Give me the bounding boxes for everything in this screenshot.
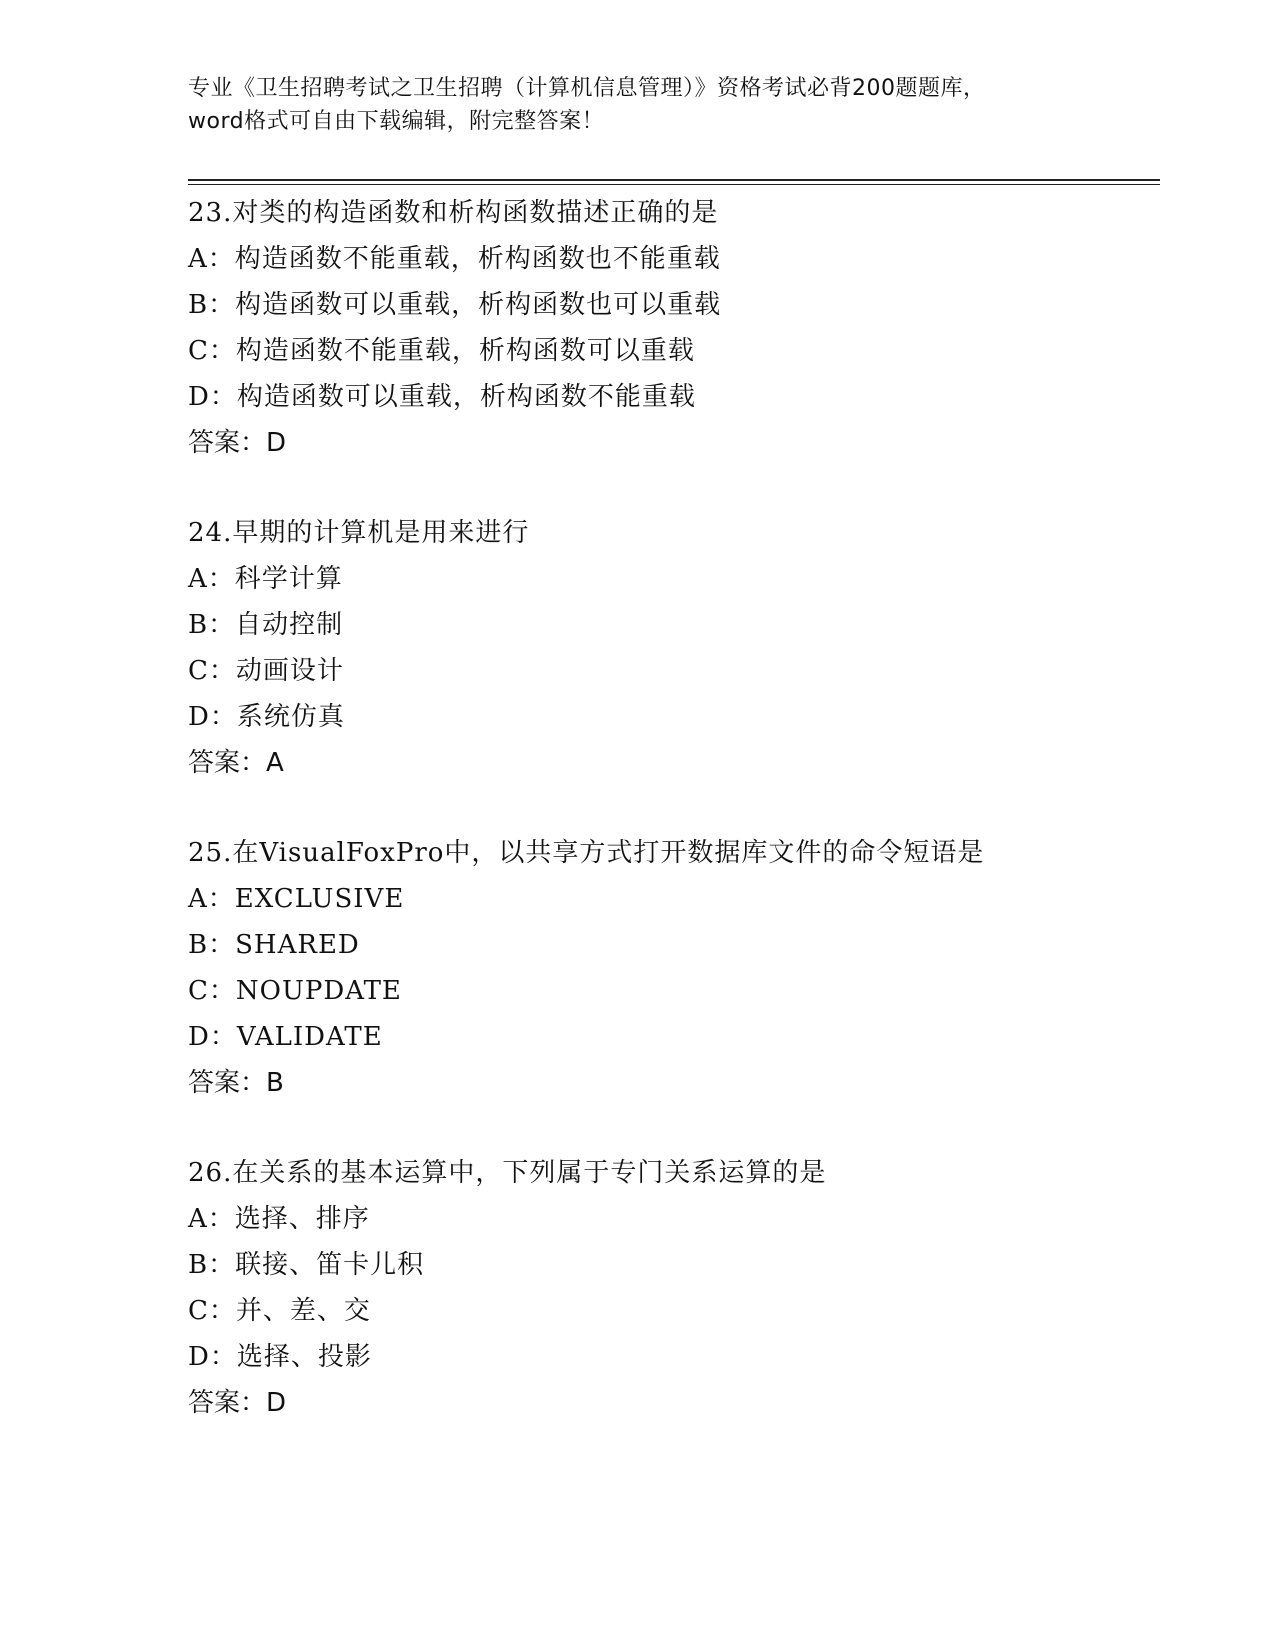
option-c: C：NOUPDATE xyxy=(188,976,402,1006)
answer: 答案：B xyxy=(188,1068,284,1098)
question-list xyxy=(188,190,1188,1470)
answer: 答案：D xyxy=(188,1388,287,1418)
answer: 答案：D xyxy=(188,428,287,458)
header-divider-thick xyxy=(188,179,1160,181)
header-line-2: word格式可自由下载编辑，附完整答案！ xyxy=(188,109,605,134)
option-c: C：动画设计 xyxy=(188,656,344,686)
header-line-1: 专业《卫生招聘考试之卫生招聘（计算机信息管理）》资格考试必背200题题库， xyxy=(188,76,986,101)
question-26 xyxy=(188,1150,1188,1426)
option-a: A：科学计算 xyxy=(188,564,343,594)
option-a: A：EXCLUSIVE xyxy=(188,884,405,914)
header-divider-thin xyxy=(188,184,1160,185)
option-c: C：构造函数不能重载，析构函数可以重载 xyxy=(188,336,695,366)
question-24 xyxy=(188,510,1188,786)
answer: 答案：A xyxy=(188,748,284,778)
question-stem: 23.对类的构造函数和析构函数描述正确的是 xyxy=(188,198,719,228)
option-b: B：自动控制 xyxy=(188,610,344,640)
question-stem: 24.早期的计算机是用来进行 xyxy=(188,518,530,548)
question-25 xyxy=(188,830,1188,1106)
document-header xyxy=(188,72,1088,138)
option-d: D：构造函数可以重载，析构函数不能重载 xyxy=(188,382,696,412)
option-d: D：VALIDATE xyxy=(188,1022,383,1052)
option-d: D：选择、投影 xyxy=(188,1342,372,1372)
option-b: B：SHARED xyxy=(188,930,360,960)
option-b: B：构造函数可以重载，析构函数也可以重载 xyxy=(188,290,722,320)
question-23 xyxy=(188,190,1188,466)
question-stem: 26.在关系的基本运算中，下列属于专门关系运算的是 xyxy=(188,1158,827,1188)
option-a: A：构造函数不能重载，析构函数也不能重载 xyxy=(188,244,721,274)
option-a: A：选择、排序 xyxy=(188,1204,370,1234)
question-stem: 25.在VisualFoxPro中，以共享方式打开数据库文件的命令短语是 xyxy=(188,838,985,868)
option-c: C：并、差、交 xyxy=(188,1296,371,1326)
option-b: B：联接、笛卡儿积 xyxy=(188,1250,425,1280)
option-d: D：系统仿真 xyxy=(188,702,345,732)
